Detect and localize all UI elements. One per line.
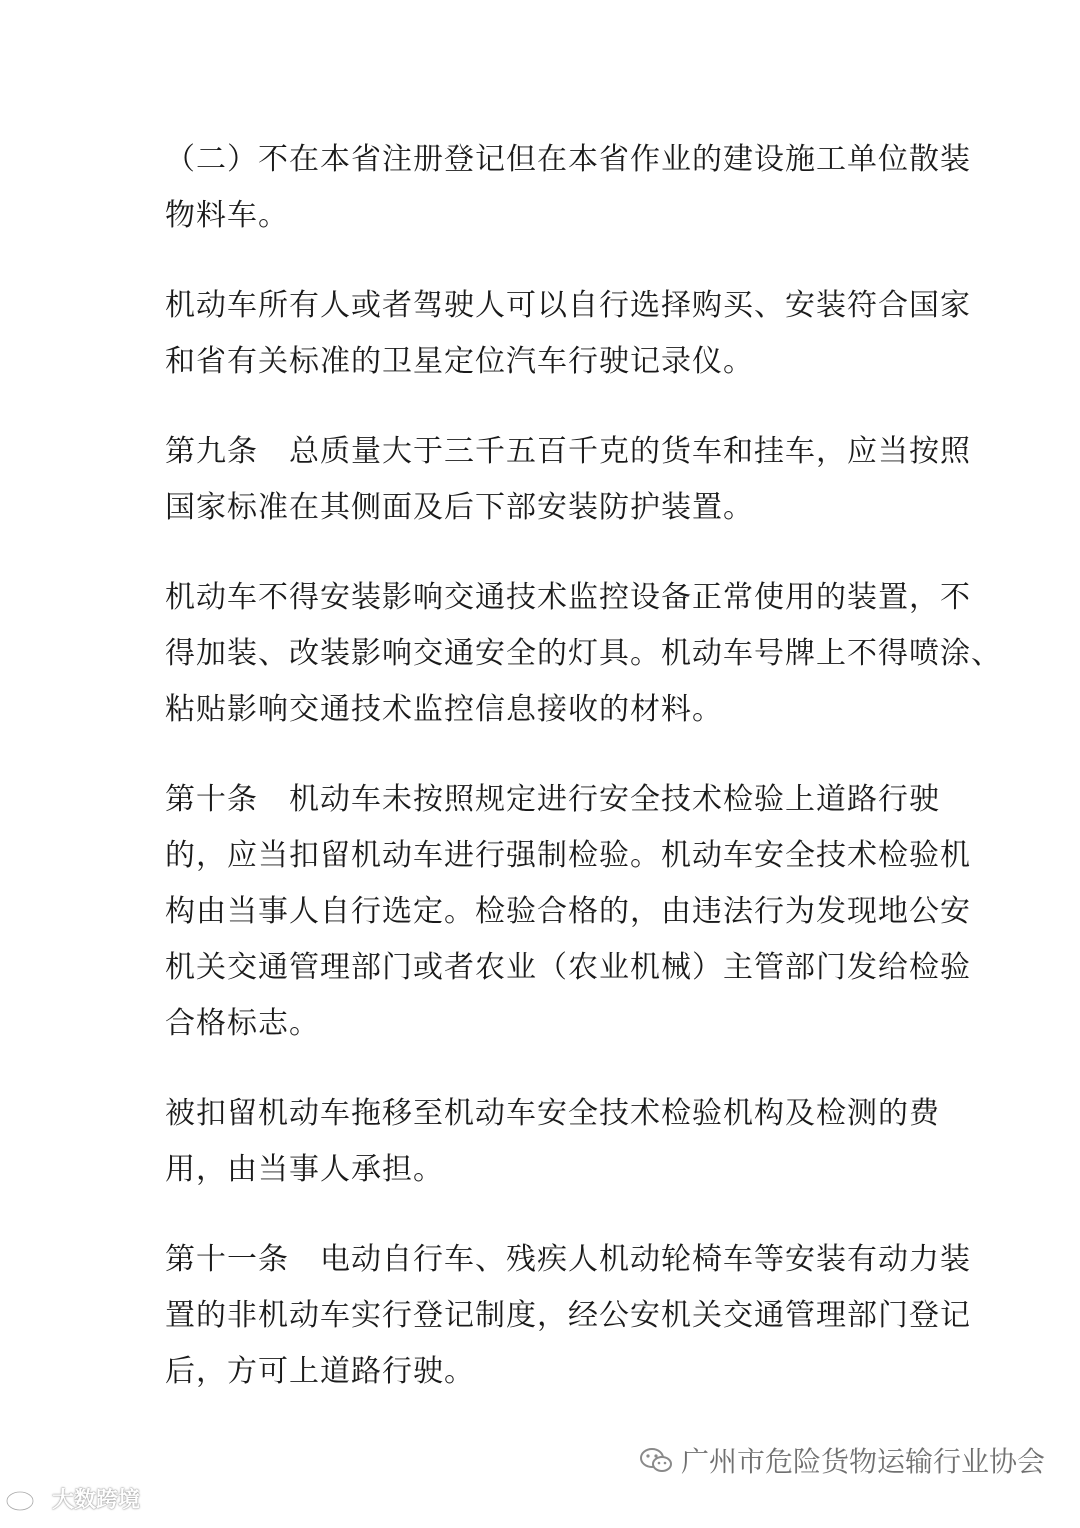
article-10 (165, 772, 971, 1052)
paragraph-line: 和省有关标准的卫星定位汽车行驶记录仪。 (165, 344, 754, 379)
article-11 (165, 1232, 971, 1400)
article-9 (165, 424, 971, 536)
paragraph-line: 后，方可上道路行驶。 (165, 1354, 475, 1389)
paragraph-2 (165, 278, 971, 390)
paragraph-line: 机动车所有人或者驾驶人可以自行选择购买、安装符合国家 (165, 288, 971, 323)
paragraph-1 (165, 132, 971, 244)
wechat-watermark (639, 1440, 1045, 1480)
paragraph-line: 置的非机动车实行登记制度，经公安机关交通管理部门登记 (165, 1298, 971, 1333)
paragraph-line: 的，应当扣留机动车进行强制检验。机动车安全技术检验机 (165, 838, 971, 873)
weibo-icon (4, 1485, 48, 1513)
paragraph-line: 第十一条 电动自行车、残疾人机动轮椅车等安装有动力装 (165, 1242, 971, 1277)
wechat-icon (639, 1446, 673, 1474)
paragraph-line: （二）不在本省注册登记但在本省作业的建设施工单位散装 (165, 142, 971, 177)
paragraph-line: 合格标志。 (165, 1006, 320, 1041)
paragraph-6 (165, 1086, 940, 1198)
weibo-account-name: 大数跨境 (52, 1488, 141, 1513)
paragraph-line: 被扣留机动车拖移至机动车安全技术检验机构及检测的费 (165, 1096, 940, 1131)
paragraph-line: 机动车不得安装影响交通技术监控设备正常使用的装置，不 (165, 580, 971, 615)
paragraph-line: 机关交通管理部门或者农业（农业机械）主管部门发给检验 (165, 950, 971, 985)
paragraph-line: 用，由当事人承担。 (165, 1152, 444, 1187)
paragraph-4 (165, 570, 1002, 738)
paragraph-line: 第十条 机动车未按照规定进行安全技术检验上道路行驶 (165, 782, 940, 817)
paragraph-line: 物料车。 (165, 198, 289, 233)
document-body (165, 132, 1002, 1434)
paragraph-line: 国家标准在其侧面及后下部安装防护装置。 (165, 490, 754, 525)
paragraph-line: 第九条 总质量大于三千五百千克的货车和挂车，应当按照 (165, 434, 971, 469)
paragraph-line: 得加装、改装影响交通安全的灯具。机动车号牌上不得喷涂、 (165, 636, 1002, 671)
paragraph-line: 构由当事人自行选定。检验合格的，由违法行为发现地公安 (165, 894, 971, 929)
weibo-watermark (4, 1483, 140, 1514)
paragraph-line: 粘贴影响交通技术监控信息接收的材料。 (165, 692, 723, 727)
wechat-account-name: 广州市危险货物运输行业协会 (680, 1445, 1045, 1478)
